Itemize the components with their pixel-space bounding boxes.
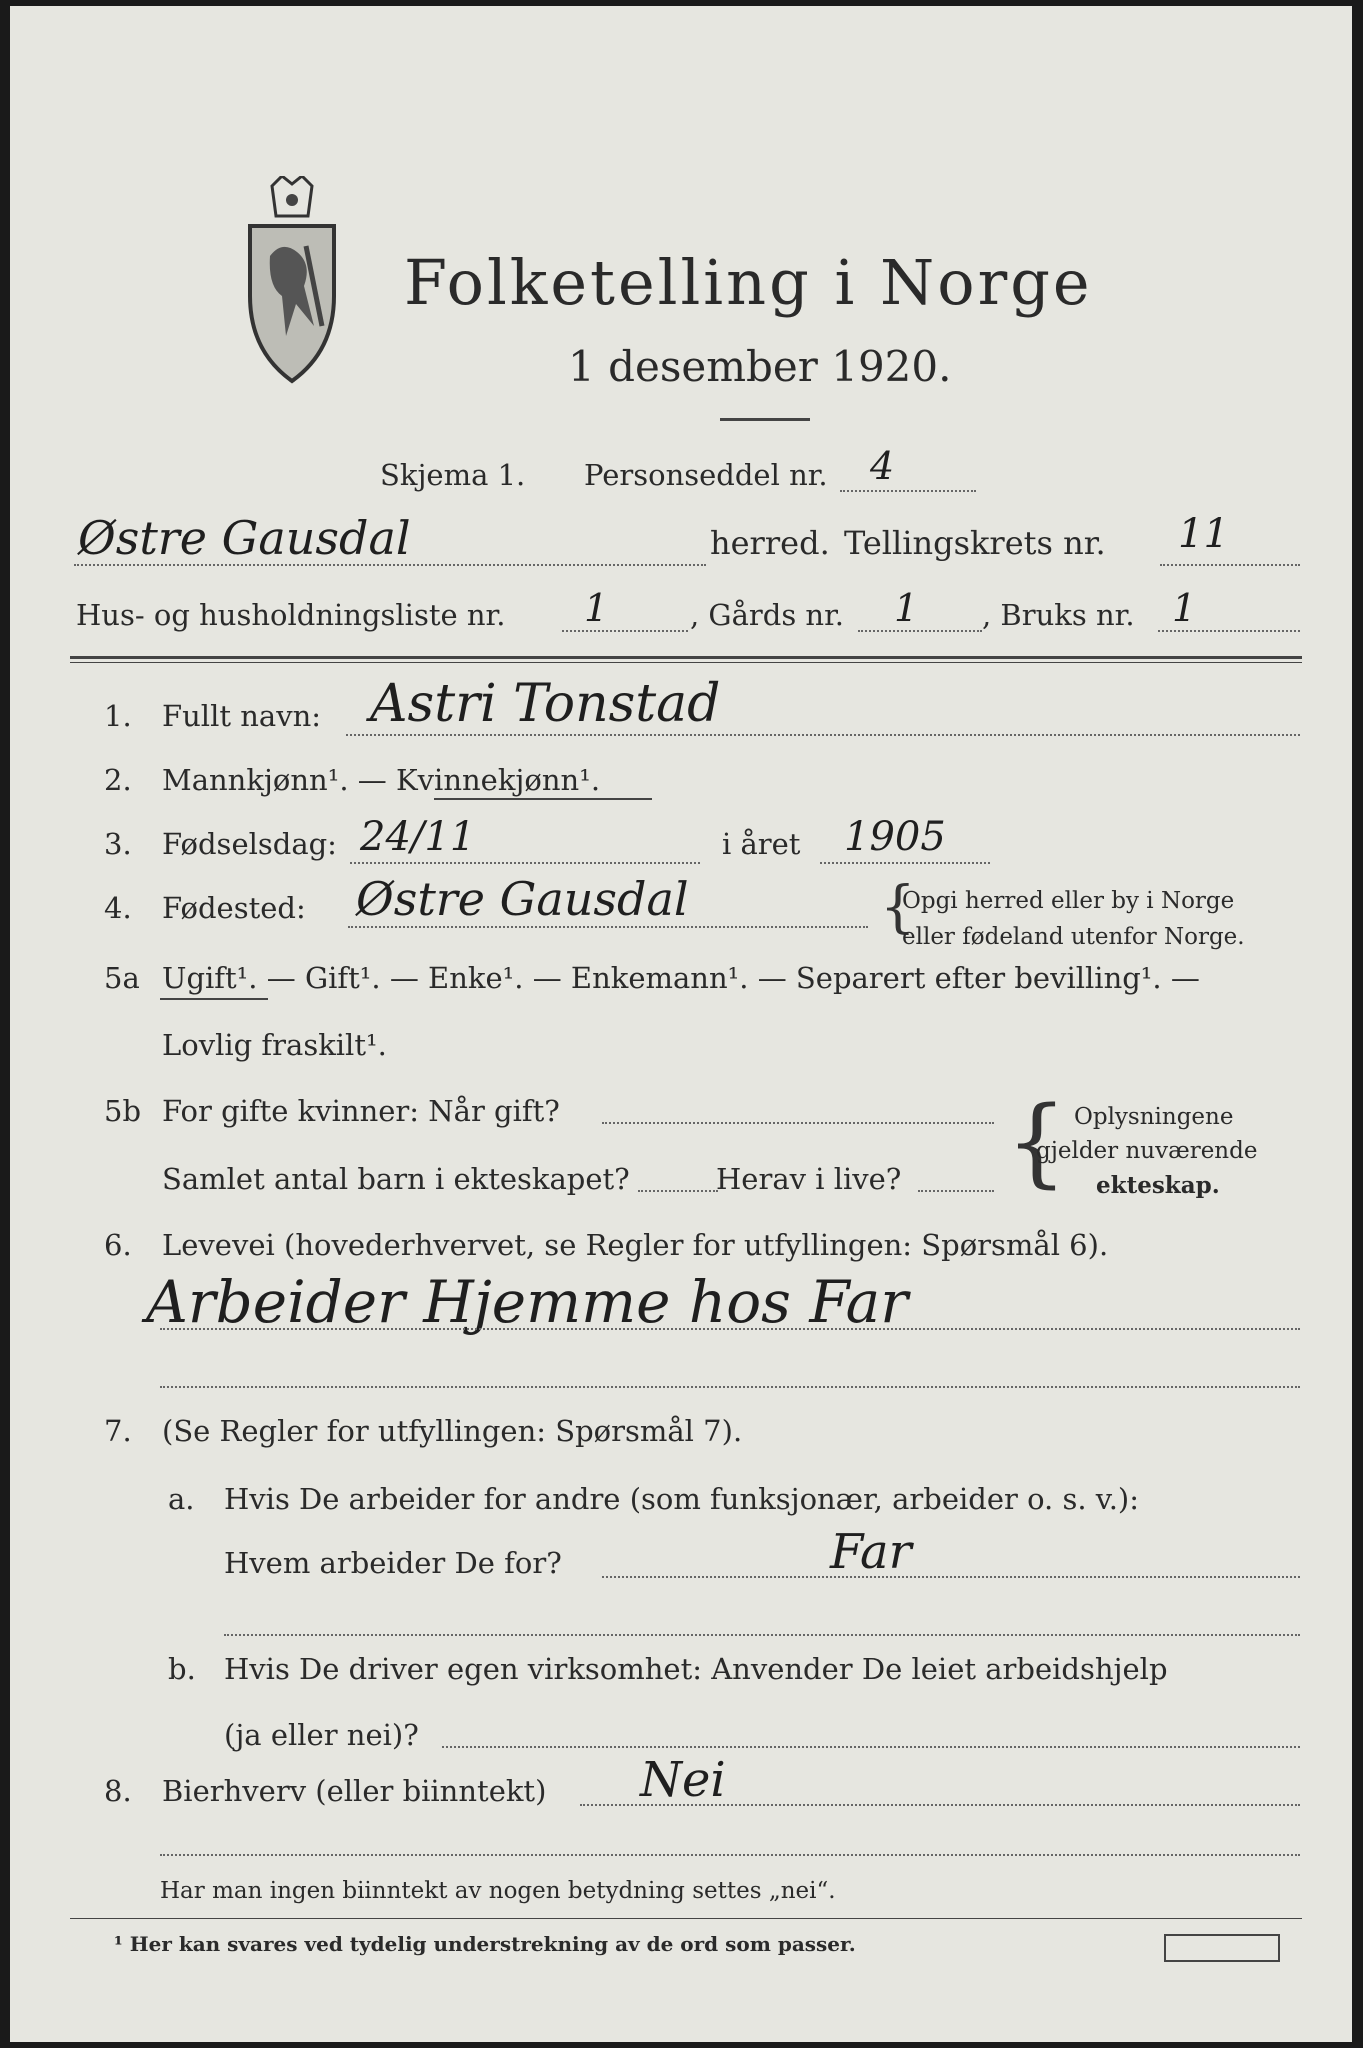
- census-form-page: Folketelling i Norge 1 desember 1920. Skjema 1. Personseddel nr. 4 Østre Gausdal herred. Tellingskrets nr. 11 Hus- og husholdningsliste nr. 1 , Gårds nr. 1 , Bruks nr. 1 1. Fullt navn: Astri Tonstad 2. Mannkjønn¹. — Kvinnekjønn¹. 3. Fødselsdag: 24/11 i året 1905 4. Fødested: Østre Gausdal { Opgi herred eller by i Norge eller fødeland utenfor Norge. 5a Ugift¹. — Gift¹. — Enke¹. — Enkemann¹. — Separert efter bevilling¹. — Lovlig fraskilt¹. 5b For gifte kvinner: Når gift? Samlet antal barn i ekteskapet? Herav i live? { Oplysningene gjelder nuværende ekteskap. 6. Levevei (hovederhvervet, se Regler for utfyllingen: Spørsmål 6). Arbeider Hjemme hos Far 7. (Se Regler for utfyllingen: Spørsmål 7). a. Hvis De arbeider for andre (som funksjonær, arbeider o. s. v.): Hvem arbeider De for? Far b. Hvis De driver egen virksomhet: Anvender De leiet arbeidshjelp (ja eller nei)? 8. Bierhverv (eller biinntekt) Nei Har man ingen biinntekt av nogen betydning settes „nei“. ¹ Her kan svares ved tydelig understrekning av de ord som passer.: [10, 6, 1352, 2042]
- marriage-note-3: ekteskap.: [1096, 1172, 1220, 1199]
- occupation-label: Levevei (hovederhvervet, se Regler for utfyllingen: Spørsmål 6).: [162, 1228, 1109, 1262]
- year-label: i året: [722, 827, 801, 861]
- q1-number: 1.: [104, 699, 132, 733]
- marriage-note-2: gjelder nuværende: [1036, 1138, 1258, 1164]
- employer-question-label: Hvis De arbeider for andre (som funksjonær, arbeider o. s. v.):: [224, 1482, 1140, 1516]
- printer-stamp: [1164, 1934, 1280, 1962]
- alive-label: Herav i live?: [716, 1162, 902, 1196]
- q8-number: 8.: [104, 1774, 132, 1808]
- self-employed-label: Hvis De driver egen virksomhet: Anvender De leiet arbeidshjelp: [224, 1652, 1168, 1686]
- side-income-label: Bierhverv (eller biinntekt): [162, 1774, 547, 1808]
- tellingskrets-label: Tellingskrets nr.: [844, 524, 1106, 562]
- hus-label: Hus- og husholdningsliste nr.: [76, 598, 506, 632]
- skjema-label: Skjema 1.: [380, 458, 526, 492]
- marriage-note-1: Oplysningene: [1074, 1104, 1234, 1130]
- gender-underline: [434, 798, 652, 800]
- ugift-underline: [160, 998, 268, 1000]
- employer-label: Hvem arbeider De for?: [224, 1546, 562, 1580]
- personseddel-value: 4: [870, 444, 895, 488]
- bruks-label: , Bruks nr.: [982, 598, 1135, 632]
- birthday-value: 24/11: [360, 814, 476, 860]
- form-title: Folketelling i Norge: [404, 246, 1093, 319]
- q3-number: 3.: [104, 827, 132, 861]
- q7a-number: a.: [168, 1482, 195, 1516]
- self-employed-label-2: (ja eller nei)?: [224, 1718, 419, 1752]
- q6-number: 6.: [104, 1228, 132, 1262]
- header-rule: [70, 656, 1302, 659]
- bruks-value: 1: [1172, 586, 1197, 630]
- marital-status-label: Ugift¹. — Gift¹. — Enke¹. — Enkemann¹. — Separert efter bevilling¹. —: [162, 961, 1200, 995]
- q7-number: 7.: [104, 1414, 132, 1448]
- side-income-value: Nei: [640, 1752, 726, 1808]
- title-divider: [720, 418, 810, 421]
- herred-value: Østre Gausdal: [78, 511, 411, 565]
- q7-label: (Se Regler for utfyllingen: Spørsmål 7).: [162, 1414, 743, 1448]
- footnote: ¹ Her kan svares ved tydelig understrekning av de ord som passer.: [114, 1932, 856, 1956]
- birthplace-note-1: Opgi herred eller by i Norge: [902, 888, 1235, 914]
- birth-year-value: 1905: [844, 814, 946, 860]
- children-label: Samlet antal barn i ekteskapet?: [162, 1162, 630, 1196]
- q7b-number: b.: [168, 1652, 196, 1686]
- q2-number: 2.: [104, 763, 132, 797]
- personseddel-label: Personseddel nr.: [584, 458, 828, 492]
- full-name-value: Astri Tonstad: [370, 674, 721, 734]
- herred-label: herred.: [710, 524, 830, 562]
- q5b-number: 5b: [104, 1094, 142, 1128]
- birthplace-value: Østre Gausdal: [356, 872, 689, 926]
- q4-number: 4.: [104, 891, 132, 925]
- birthplace-note-2: eller fødeland utenfor Norge.: [902, 924, 1245, 950]
- birthplace-label: Fødested:: [162, 891, 306, 925]
- gards-value: 1: [894, 586, 919, 630]
- gender-label: Mannkjønn¹. — Kvinnekjønn¹.: [162, 763, 601, 797]
- occupation-value: Arbeider Hjemme hos Far: [146, 1268, 908, 1336]
- hus-value: 1: [584, 586, 609, 630]
- q5a-number: 5a: [104, 961, 140, 995]
- coat-of-arms-icon: [242, 176, 342, 386]
- q1-label: Fullt navn:: [162, 699, 322, 733]
- birthday-label: Fødselsdag:: [162, 827, 337, 861]
- marital-status-label-2: Lovlig fraskilt¹.: [162, 1028, 387, 1062]
- tellingskrets-value: 11: [1178, 511, 1229, 557]
- census-date: 1 desember 1920.: [568, 342, 952, 391]
- married-when-label: For gifte kvinner: Når gift?: [162, 1094, 560, 1128]
- employer-value: Far: [830, 1524, 912, 1580]
- no-income-note: Har man ingen biinntekt av nogen betydning settes „nei“.: [160, 1878, 836, 1904]
- gards-label: , Gårds nr.: [690, 598, 844, 632]
